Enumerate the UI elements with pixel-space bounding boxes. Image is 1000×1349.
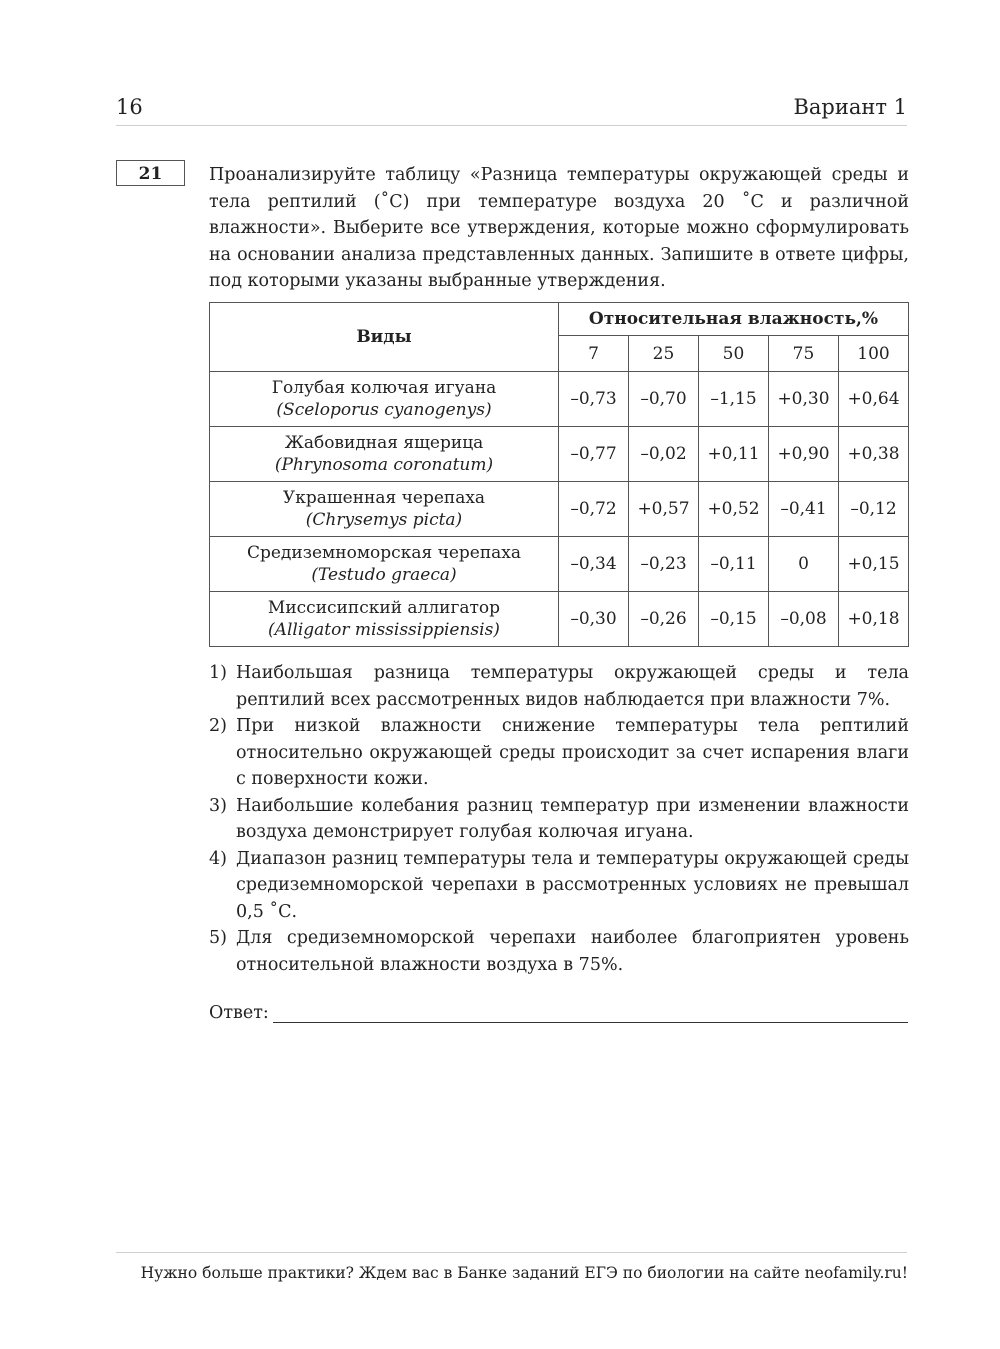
value-cell: +0,18 <box>839 592 909 647</box>
value-cell: 0 <box>769 537 839 592</box>
answer-line[interactable] <box>273 1022 908 1023</box>
table-row <box>210 592 909 647</box>
table-row <box>210 482 909 537</box>
statement-item <box>209 925 909 978</box>
value-cell: –0,34 <box>559 537 629 592</box>
value-cell: +0,90 <box>769 427 839 482</box>
value-cell: –0,30 <box>559 592 629 647</box>
species-latin: (Chrysemys picta) <box>305 510 463 530</box>
value-cell: –0,70 <box>629 372 699 427</box>
value-cell: –0,73 <box>559 372 629 427</box>
species-cell <box>210 592 559 647</box>
statement-item <box>209 846 909 926</box>
statement-text: Диапазон разниц температуры тела и температуры окружающей среды средиземноморской черепахи в рассмотренных условиях не превышал 0,5 ˚С. <box>236 848 909 922</box>
page-number: 16 <box>116 95 143 119</box>
value-cell: –1,15 <box>699 372 769 427</box>
humidity-level: 75 <box>769 336 839 372</box>
value-cell: –0,41 <box>769 482 839 537</box>
page-header <box>116 95 907 126</box>
species-name: Голубая колючая игуана <box>271 378 497 398</box>
humidity-header: Относительная влажность,% <box>559 303 909 336</box>
humidity-level: 100 <box>839 336 909 372</box>
value-cell: –0,72 <box>559 482 629 537</box>
species-latin: (Testudo graeca) <box>311 565 457 585</box>
value-cell: –0,02 <box>629 427 699 482</box>
species-cell <box>210 537 559 592</box>
task-intro <box>209 162 909 295</box>
species-name: Жабовидная ящерица <box>284 433 484 453</box>
variant-title: Вариант 1 <box>793 95 907 119</box>
value-cell: –0,12 <box>839 482 909 537</box>
statement-number: 2) <box>209 716 227 736</box>
table-row <box>210 427 909 482</box>
humidity-level: 7 <box>559 336 629 372</box>
statement-text: Наибольшая разница температуры окружающей среды и тела рептилий всех рассмотренных видов наблюдается при влажности 7%. <box>236 663 909 710</box>
value-cell: +0,57 <box>629 482 699 537</box>
species-latin: (Phrynosoma coronatum) <box>274 455 494 475</box>
statement-text: При низкой влажности снижение температуры тела рептилий относительно окружающей среды происходит за счет испарения влаги с поверхности кожи. <box>236 716 909 789</box>
value-cell: –0,08 <box>769 592 839 647</box>
species-name: Миссисипский аллигатор <box>267 598 501 618</box>
statements-list <box>209 660 909 978</box>
species-latin: (Alligator mississippiensis) <box>268 620 500 640</box>
value-cell: –0,26 <box>629 592 699 647</box>
value-cell: +0,30 <box>769 372 839 427</box>
value-cell: +0,64 <box>839 372 909 427</box>
species-name: Украшенная черепаха <box>282 488 486 508</box>
species-latin: (Sceloporus cyanogenys) <box>276 400 492 420</box>
statement-number: 4) <box>209 848 227 869</box>
table-row <box>210 372 909 427</box>
statement-item <box>209 660 909 713</box>
humidity-level: 25 <box>629 336 699 372</box>
answer-field[interactable] <box>209 1003 908 1023</box>
footer-text: Нужно больше практики? Ждем вас в Банке заданий ЕГЭ по биологии на сайте neofamily.ru! <box>140 1264 908 1282</box>
statement-number: 1) <box>209 663 227 683</box>
species-cell <box>210 427 559 482</box>
value-cell: +0,52 <box>699 482 769 537</box>
statement-item <box>209 793 909 846</box>
footer-divider <box>116 1252 907 1253</box>
value-cell: –0,77 <box>559 427 629 482</box>
reptile-temperature-table <box>209 302 909 647</box>
task-intro-text: Проанализируйте таблицу «Разница температуры окружающей среды и тела рептилий (˚С) при температуре воздуха 20 ˚С и различной влажности». Выберите все утверждения, которые можно сформулировать на основании анализа представленных данных. Запишите в ответе цифры, под которыми указаны выбранные утверждения. <box>209 165 909 291</box>
species-header: Виды <box>210 303 559 372</box>
value-cell: +0,38 <box>839 427 909 482</box>
statement-text: Наибольшие колебания разниц температур при изменении влажности воздуха демонстрирует голубая колючая игуана. <box>236 795 909 842</box>
humidity-level: 50 <box>699 336 769 372</box>
statement-number: 5) <box>209 928 227 948</box>
species-name: Средиземноморская черепаха <box>246 543 522 563</box>
statement-text: Для средиземноморской черепахи наиболее благоприятен уровень относительной влажности воздуха в 75%. <box>236 928 909 975</box>
value-cell: –0,23 <box>629 537 699 592</box>
value-cell: +0,11 <box>699 427 769 482</box>
species-cell <box>210 372 559 427</box>
task-number-box: 21 <box>116 160 185 186</box>
statement-number: 3) <box>209 795 227 816</box>
value-cell: –0,15 <box>699 592 769 647</box>
statement-item <box>209 713 909 793</box>
answer-label: Ответ: <box>209 1003 269 1023</box>
species-cell <box>210 482 559 537</box>
value-cell: –0,11 <box>699 537 769 592</box>
table-row <box>210 537 909 592</box>
value-cell: +0,15 <box>839 537 909 592</box>
